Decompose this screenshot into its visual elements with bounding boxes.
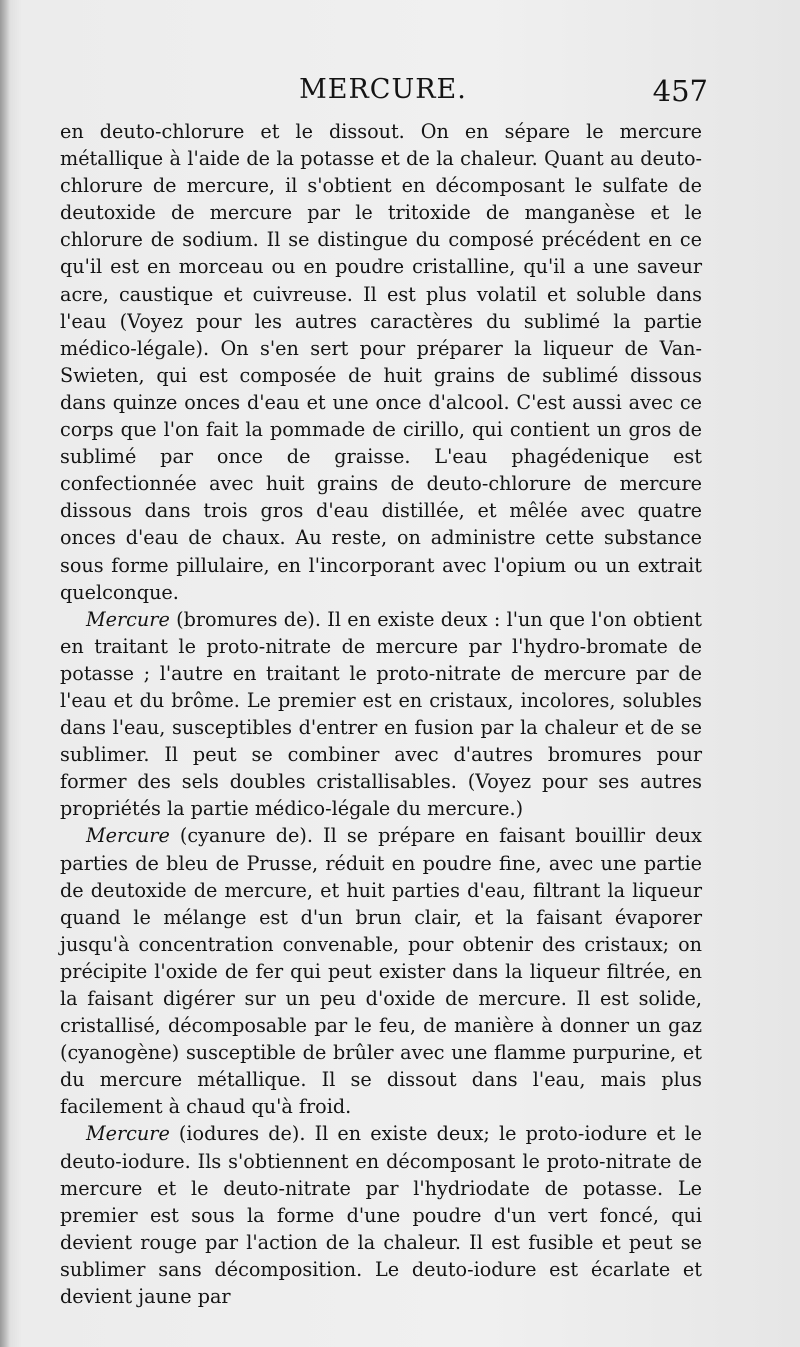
entry-headword: Mercure — [86, 1122, 170, 1146]
paragraph-text: en deuto-chlorure et le dissout. On en sépare le mercure métallique à l'aide de la potasse et de la chaleur. Quant au deuto-chlorure de mercure, il s'obtient en décomposant le sulfate de deutoxide de mercure par le tritoxide de manganèse et le chlorure de sodium. Il se distingue du composé précédent en ce qu'il est en morceau ou en poudre cristalline, qu'il a une saveur acre, caustique et cuivreuse. Il est plus volatil et soluble dans l'eau (Voyez pour les autres caractères du sublimé la partie médico-légale). On s'en sert pour préparer la liqueur de Van-Swieten, qui est composée de huit grains de sublimé dissous dans quinze onces d'eau et une once d'alcool. C'est aussi avec ce corps que l'on fait la pommade de cirillo, qui contient un gros de sublimé par once de graisse. L'eau phagédenique est confectionnée avec huit grains de deuto-chlorure de mercure dissous dans trois gros d'eau distillée, et mêlée avec quatre onces d'eau de chaux. Au reste, on administre cette substance sous forme pillulaire, en l'incorporant avec l'opium ou un extrait quelconque. — [60, 120, 702, 604]
body-text — [60, 118, 702, 1310]
page-number: 457 — [652, 74, 708, 108]
entry-bromures — [60, 606, 702, 823]
running-title: MERCURE. — [299, 74, 467, 105]
entry-text: (cyanure de). Il se prépare en faisant bouillir deux parties de bleu de Prusse, réduit en poudre fine, avec une partie de deutoxide de mercure, et huit parties d'eau, filtrant la liqueur quand le mélange est d'un brun clair, et la faisant évaporer jusqu'à concentration convenable, pour obtenir des cristaux; on précipite l'oxide de fer qui peut exister dans la liqueur filtrée, en la faisant digérer sur un peu d'oxide de mercure. Il est solide, cristallisé, décomposable par le feu, de manière à donner un gaz (cyanogène) susceptible de brûler avec une flamme purpurine, et du mercure métallique. Il se dissout dans l'eau, mais plus facilement à chaud qu'à froid. — [60, 824, 702, 1119]
paragraph-deuto-chlorure — [60, 118, 702, 606]
entry-headword: Mercure — [86, 607, 170, 631]
entry-text: (iodures de). Il en existe deux; le proto-iodure et le deuto-iodure. Ils s'obtiennent en décomposant le proto-nitrate de mercure et le deuto-nitrate par l'hydriodate de potasse. Le premier est sous la forme d'une poudre d'un vert foncé, qui devient rouge par l'action de la chaleur. Il est fusible et peut se sublimer sans décomposition. Le deuto-iodure est écarlate et devient jaune par — [60, 1122, 702, 1309]
entry-headword: Mercure — [86, 824, 170, 848]
entry-cyanure — [60, 822, 702, 1120]
entry-iodures — [60, 1120, 702, 1310]
entry-text: (bromures de). Il en existe deux : l'un que l'on obtient en traitant le proto-nitrate de mercure par l'hydro-bromate de potasse ; l'autre en traitant le proto-nitrate de mercure par de l'eau et du brôme. Le premier est en cristaux, incolores, solubles dans l'eau, susceptibles d'entrer en fusion par la chaleur et de se sublimer. Il peut se combiner avec d'autres bromures pour former des sels doubles cristallisables. (Voyez pour ses autres propriétés la partie médico-légale du mercure.) — [60, 607, 702, 821]
running-head — [58, 74, 708, 114]
